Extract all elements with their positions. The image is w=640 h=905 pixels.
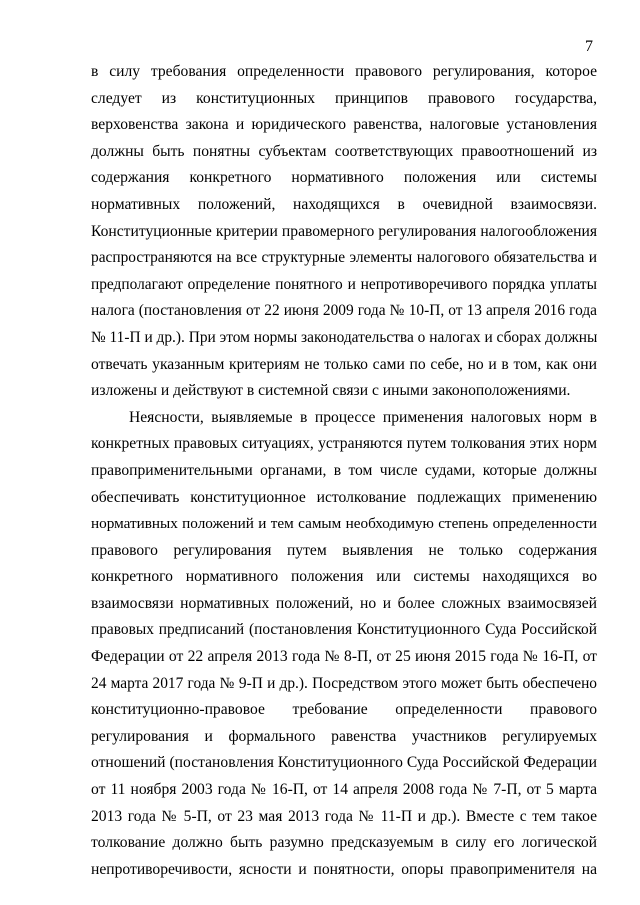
- paragraph-last-line: изложены и действуют в системной связи с иными законоположениями.: [91, 382, 571, 400]
- text-line: правоприменительными органами, в том числе судами, которые должны: [91, 461, 597, 479]
- text-line: 24 марта 2017 года № 9-П и др.). Посредством этого может быть обеспечено: [91, 674, 597, 692]
- text-line: налога (постановления от 22 июня 2009 года № 10-П, от 13 апреля 2016 года: [91, 302, 597, 320]
- text-line: предполагают определение понятного и непротиворечивого порядка уплаты: [91, 275, 597, 293]
- page-number: 7: [585, 38, 593, 55]
- text-line: правовых предписаний (постановления Конституционного Суда Российской: [91, 621, 597, 639]
- text-line: № 11-П и др.). При этом нормы законодательства о налогах и сборах должны: [91, 328, 598, 346]
- paragraph-first-line: Неясности, выявляемые в процессе применения налоговых норм в: [129, 408, 597, 426]
- text-line: взаимосвязи нормативных положений, но и более сложных взаимосвязей: [91, 594, 597, 612]
- text-line: конкретных правовых ситуациях, устраняются путем толкования этих норм: [91, 435, 597, 453]
- text-line: нормативных положений и тем самым необходимую степень определенности: [91, 515, 597, 533]
- text-line: 2013 года № 5-П, от 23 мая 2013 года № 11-П и др.). Вместе с тем такое: [91, 807, 597, 825]
- text-line: верховенства закона и юридического равенства, налоговые установления: [91, 116, 597, 134]
- text-line: следует из конституционных принципов правового государства,: [91, 89, 597, 107]
- text-line: отвечать указанным критериям не только сами по себе, но и в том, как они: [91, 355, 597, 373]
- text-line: толкование должно быть разумно предсказуемым в силу его логической: [91, 834, 597, 852]
- text-line: регулирования и формального равенства участников регулируемых: [91, 727, 597, 745]
- text-line: содержания конкретного нормативного положения или системы: [91, 169, 597, 187]
- text-line: правового регулирования путем выявления не только содержания: [91, 541, 597, 559]
- text-line: распространяются на все структурные элементы налогового обязательства и: [91, 249, 597, 267]
- text-line: Конституционные критерии правомерного регулирования налогообложения: [91, 222, 597, 240]
- text-line: должны быть понятны субъектам соответствующих правоотношений из: [91, 142, 597, 160]
- text-line: конституционно-правовое требование определенности правового: [91, 701, 597, 719]
- text-line: непротиворечивости, ясности и понятности, опоры правоприменителя на: [91, 860, 597, 878]
- text-line: нормативных положений, находящихся в очевидной взаимосвязи.: [91, 195, 597, 213]
- body-text: [91, 59, 597, 883]
- text-line: в силу требования определенности правового регулирования, которое: [91, 63, 597, 80]
- text-line: обеспечивать конституционное истолкование подлежащих применению: [91, 488, 597, 506]
- text-line: отношений (постановления Конституционного Суда Российской Федерации: [91, 754, 597, 772]
- text-line: Федерации от 22 апреля 2013 года № 8-П, от 25 июня 2015 года № 16-П, от: [91, 648, 597, 666]
- text-line: конкретного нормативного положения или системы находящихся во: [91, 568, 597, 586]
- text-line: от 11 ноября 2003 года № 16-П, от 14 апреля 2008 года № 7-П, от 5 марта: [91, 781, 597, 799]
